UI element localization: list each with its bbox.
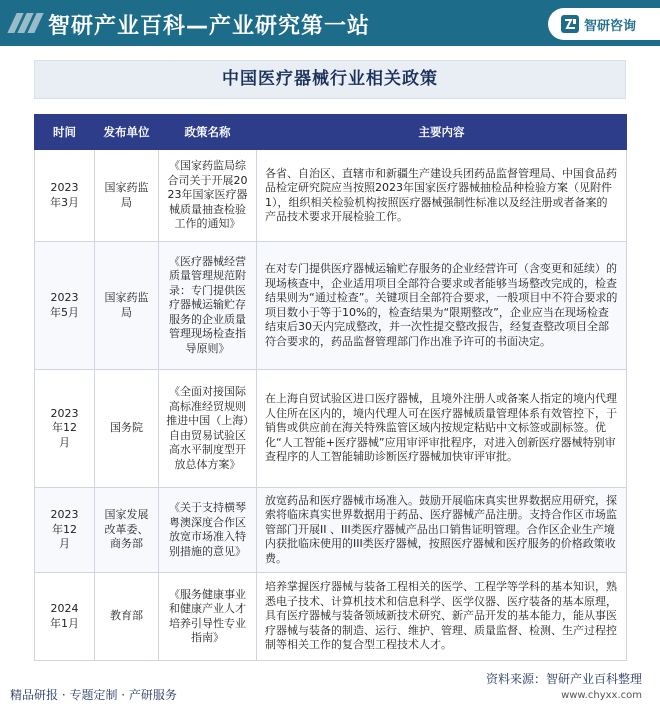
cell-time: 2023 年12 月	[35, 488, 95, 573]
cell-time: 2024 年1月	[35, 573, 95, 661]
policy-table	[34, 114, 627, 661]
cell-policy: 《服务健康事业和健康产业人才培养引导性专业指南》	[159, 573, 257, 661]
cell-time: 2023 年5月	[35, 242, 95, 370]
table-header-row	[35, 115, 627, 150]
cell-content: 在上海自贸试验区进口医疗器械，且境外注册人或备案人指定的境内代理人住所在区内的，境内代理人可在医疗器械质量管理体系有效管控下，于销售或供应前在海关特殊监管区域内按规定粘贴中文标签或副标签。优化“人工智能+医疗器械”应用审评审批程序，对进入创新医疗器械特别审查程序的人工智能辅助诊断医疗器械加快审评审批。	[257, 370, 627, 488]
cell-issuer: 国家药监 局	[95, 242, 159, 370]
table-row	[35, 370, 627, 488]
cell-time: 2023 年3月	[35, 150, 95, 242]
cell-issuer: 国家药监 局	[95, 150, 159, 242]
cell-content: 培养掌握医疗器械与装备工程相关的医学、工程学等学科的基本知识，熟悉电子技术、计算机技术和信息科学、医学仪器、医疗装备的基本原理，具有医疗器械与装备领域新技术研究、新产品开发的基本能力，能从事医疗器械与装备的制造、运行、维护、管理、质量监督、检测、生产过程控制等相关工作的复合型工程技术人才。	[257, 573, 627, 661]
cell-issuer: 国家发展 改革委、 商务部	[95, 488, 159, 573]
cell-content: 放宽药品和医疗器械市场准入。鼓励开展临床真实世界数据应用研究，探索将临床真实世界数据用于药品、医疗器械产品注册。支持合作区市场监管部门开展II 、III类医疗器械产品出口销售证明管理。合作区企业生产境内获批临床使用的III类医疗器械，按照医疗器械和医疗服务的价格政策收费。	[257, 488, 627, 573]
page-title: 中国医疗器械行业相关政策	[34, 60, 626, 99]
cell-policy: 《国家药监局综合司关于开展2023年国家医疗器械质量抽查检验工作的通知》	[159, 150, 257, 242]
cell-policy: 《关于支持横琴粤澳深度合作区放宽市场准入特别措施的意见》	[159, 488, 257, 573]
cell-issuer: 国务院	[95, 370, 159, 488]
column-header-time: 时间	[35, 115, 95, 150]
cell-time: 2023 年12 月	[35, 370, 95, 488]
brand-badge[interactable]	[548, 8, 660, 40]
table-row	[35, 488, 627, 573]
website-url[interactable]: www.chyxx.com	[561, 690, 642, 701]
brand-name: 智研咨询	[584, 18, 637, 34]
column-header-content: 主要内容	[257, 115, 627, 150]
column-header-issuer: 发布单位	[95, 115, 159, 150]
table-row	[35, 150, 627, 242]
source-note: 资料来源：智研产业百科整理	[485, 672, 642, 686]
table-row	[35, 573, 627, 661]
header-title: 智研产业百科—产业研究第一站	[48, 14, 371, 39]
header-bar	[0, 0, 660, 46]
cell-content: 在对专门提供医疗器械运输贮存服务的企业经营许可（含变更和延续）的现场核查中，企业适用项目全部符合要求或者能够当场整改完成的，检查结果则为“通过检查”。关键项目全部符合要求，一般项目中不符合要求的项目数小于等于10%的，检查结果为“限期整改”，企业应当在现场检查结束后30天内完成整改，并一次性提交整改报告，经复查整改项目全部符合要求的，药品监督管理部门作出准予许可的书面决定。	[257, 242, 627, 370]
header-stripes-decoration	[12, 13, 42, 33]
cell-issuer: 教育部	[95, 573, 159, 661]
footer-slogan: 精品研报 · 专题定制 · 产研服务	[10, 688, 177, 702]
cell-content: 各省、自治区、直辖市和新疆生产建设兵团药品监督管理局、中国食品药品检定研究院应当按照2023年国家医疗器械抽检品种检验方案（见附件1），组织相关检验机构按照医疗器械强制性标准以及经注册或者备案的产品技术要求开展检验工作。	[257, 150, 627, 242]
cell-policy: 《全面对接国际高标准经贸规则推进中国（上海）自由贸易试验区高水平制度型开放总体方案》	[159, 370, 257, 488]
column-header-policy: 政策名称	[159, 115, 257, 150]
table-row	[35, 242, 627, 370]
zhiyan-logo-icon	[560, 14, 580, 34]
cell-policy: 《医疗器械经营质量管理规范附录：专门提供医疗器械运输贮存服务的企业质量管理现场检查指导原则》	[159, 242, 257, 370]
